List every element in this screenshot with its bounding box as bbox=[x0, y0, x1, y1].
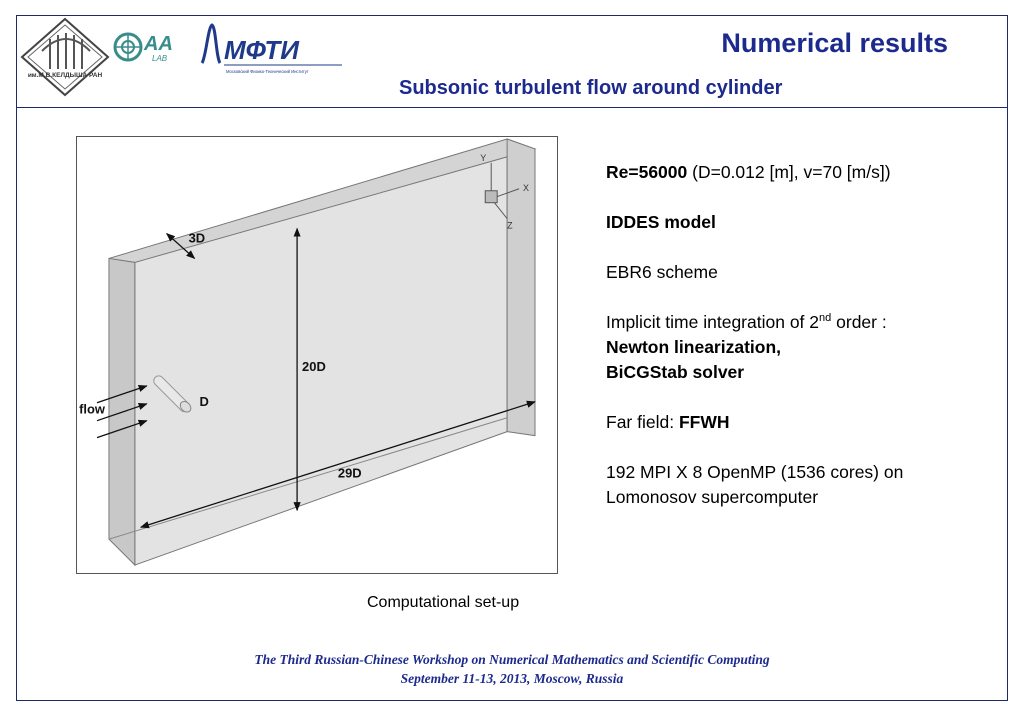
dim-width-label: 3D bbox=[188, 230, 206, 246]
dim-length-label: 29D bbox=[337, 465, 362, 481]
newton-line: Newton linearization, bbox=[606, 337, 782, 357]
page-title: Numerical results bbox=[721, 28, 948, 58]
keldysh-logo-text: им.М.В.КЕЛДЫША РАН bbox=[27, 72, 103, 79]
figure-caption: Computational set-up bbox=[367, 594, 520, 611]
reynolds-line bbox=[606, 160, 986, 185]
domain-front-face bbox=[135, 149, 507, 565]
reynolds-value: Re=56000 bbox=[606, 162, 688, 182]
page-subtitle: Subsonic turbulent flow around cylinder bbox=[399, 77, 783, 99]
mipt-logo-text: МФТИ bbox=[224, 35, 299, 65]
time-integration-text: Implicit time integration of 2 bbox=[606, 312, 820, 332]
flow-label: flow bbox=[79, 401, 105, 417]
footer-line-1: The Third Russian-Chinese Workshop on Numerical Mathematics and Scientific Computing bbox=[254, 652, 770, 667]
time-integration-order: order : bbox=[831, 312, 887, 332]
aa-logo-text: AA bbox=[144, 33, 173, 55]
logos bbox=[20, 17, 350, 97]
solver-line: BiCGStab solver bbox=[606, 362, 745, 382]
far-field-label: Far field: bbox=[606, 412, 679, 432]
compute-line-1: 192 MPI X 8 OpenMP (1536 cores) on bbox=[606, 462, 904, 482]
simulation-info bbox=[606, 160, 986, 535]
aa-lab-logo bbox=[115, 33, 173, 63]
mipt-logo-sub: Московский Физико-Технический Институт bbox=[226, 69, 309, 74]
keldysh-logo bbox=[22, 19, 108, 95]
footer-line-2: September 11-13, 2013, Moscow, Russia bbox=[400, 671, 624, 686]
axis-z-label: Z bbox=[507, 220, 513, 231]
far-field-value: FFWH bbox=[678, 412, 730, 432]
model-line: IDDES model bbox=[606, 212, 716, 232]
axis-y-label: Y bbox=[480, 152, 487, 163]
compute-block bbox=[606, 460, 986, 510]
domain-right-face bbox=[507, 139, 535, 436]
time-integration-sup: nd bbox=[819, 312, 832, 325]
domain-figure bbox=[76, 136, 558, 574]
far-field-line bbox=[606, 410, 986, 435]
diameter-label: D bbox=[199, 393, 209, 409]
footer bbox=[0, 650, 1024, 688]
dim-height-label: 20D bbox=[302, 358, 326, 374]
axis-x-label: X bbox=[523, 182, 530, 193]
aa-logo-sub: LAB bbox=[152, 54, 168, 63]
header-divider bbox=[16, 107, 1008, 108]
compute-line-2: Lomonosov supercomputer bbox=[606, 487, 819, 507]
time-integration-block bbox=[606, 310, 986, 385]
scheme-line: EBR6 scheme bbox=[606, 262, 718, 282]
reynolds-params: (D=0.012 [m], v=70 [m/s]) bbox=[687, 162, 891, 182]
mipt-logo bbox=[202, 25, 342, 74]
